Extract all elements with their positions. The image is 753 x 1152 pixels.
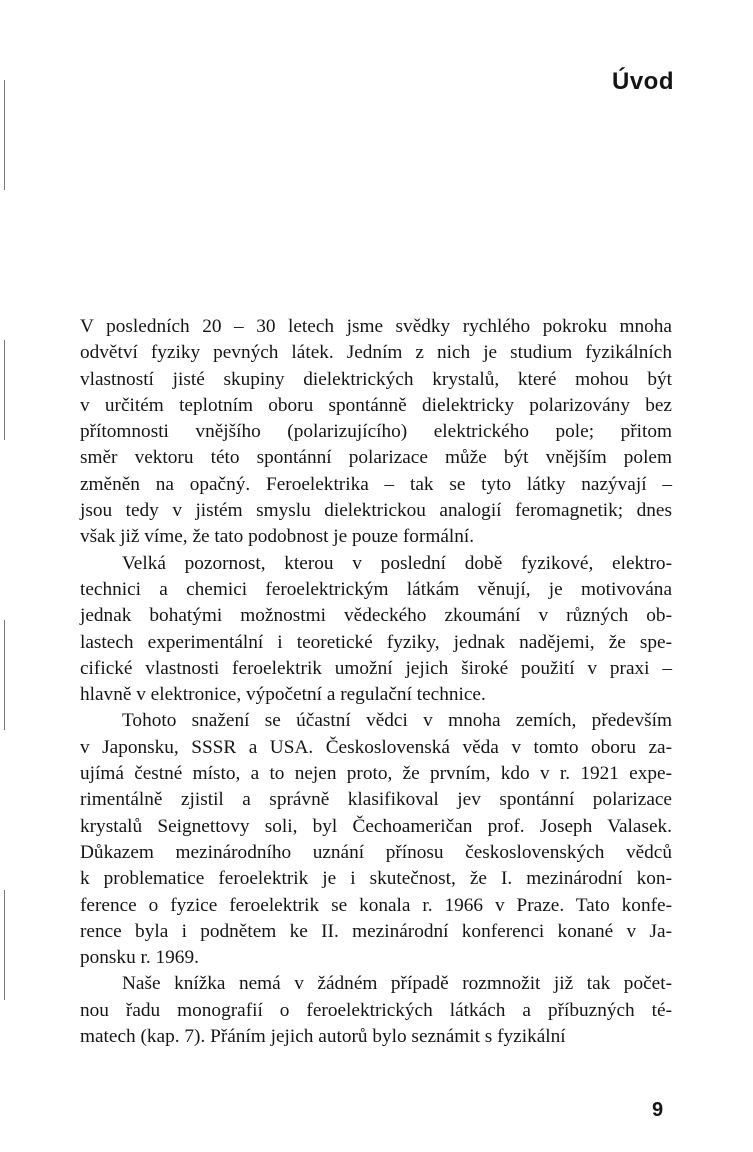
text-line: však již víme, že tato podobnost je pouze formální. xyxy=(80,526,475,548)
text-line: ponsku r. 1969. xyxy=(80,947,199,969)
body-text xyxy=(80,314,672,1050)
text-line: směr vektoru této spontánní polarizace může být vnějším polem xyxy=(80,447,672,469)
scan-edge-mark xyxy=(4,80,5,190)
chapter-title: Úvod xyxy=(612,68,674,95)
text-line: rence byla i podnětem ke II. mezinárodní konferenci konané v Ja- xyxy=(80,920,672,942)
scan-edge-mark xyxy=(4,890,5,1000)
paragraph xyxy=(80,971,672,1050)
text-line: technici a chemici feroelektrickým látkám věnují, je motivována xyxy=(80,578,672,600)
paragraph xyxy=(80,708,672,971)
page-number: 9 xyxy=(652,1099,664,1121)
scan-edge-mark xyxy=(4,620,5,730)
text-line: Naše knížka nemá v žádném případě rozmnožit již tak počet- xyxy=(122,973,672,995)
text-line: cifické vlastnosti feroelektrik umožní jejich široké použití v praxi – xyxy=(80,657,672,679)
text-line: hlavně v elektronice, výpočetní a regulační technice. xyxy=(80,684,486,706)
text-line: ference o fyzice feroelektrik se konala r. 1966 v Praze. Tato konfe- xyxy=(80,894,672,916)
text-line: matech (kap. 7). Přáním jejich autorů bylo seznámit s fyzikální xyxy=(80,1026,566,1048)
paragraph xyxy=(80,551,672,709)
text-line: v určitém teplotním oboru spontánně dielektricky polarizovány bez xyxy=(80,394,672,416)
scan-edge-mark xyxy=(4,340,5,440)
text-line: krystalů Seignettovy soli, byl Čechoameričan prof. Joseph Valasek. xyxy=(80,815,672,837)
text-line: Důkazem mezinárodního uznání přínosu československých vědců xyxy=(80,841,672,863)
text-line: vlastností jisté skupiny dielektrických krystalů, které mohou být xyxy=(80,368,672,390)
text-line: nou řadu monografií o feroelektrických látkách a příbuzných té- xyxy=(80,999,672,1021)
text-line: změněn na opačný. Feroelektrika – tak se tyto látky nazývají – xyxy=(80,473,672,495)
text-line: přítomnosti vnějšího (polarizujícího) elektrického pole; přitom xyxy=(80,421,672,443)
text-line: lastech experimentální i teoretické fyziky, jednak nadějemi, že spe- xyxy=(80,631,672,653)
paragraph xyxy=(80,314,672,551)
text-line: ujímá čestné místo, a to nejen proto, že prvním, kdo v r. 1921 expe- xyxy=(80,763,672,785)
text-line: V posledních 20 – 30 letech jsme svědky rychlého pokroku mnoha xyxy=(80,316,672,337)
text-line: Velká pozornost, kterou v poslední době fyzikové, elektro- xyxy=(122,552,672,574)
text-line: odvětví fyziky pevných látek. Jedním z nich je studium fyzikálních xyxy=(80,342,672,364)
text-line: Tohoto snažení se účastní vědci v mnoha zemích, především xyxy=(122,710,672,732)
text-line: rimentálně zjistil a správně klasifikoval jev spontánní polarizace xyxy=(80,789,672,811)
text-line: v Japonsku, SSSR a USA. Československá věda v tomto oboru za- xyxy=(80,736,672,758)
text-line: k problematice feroelektrik je i skutečnost, že I. mezinárodní kon- xyxy=(80,868,672,890)
text-line: jsou tedy v jistém smyslu dielektrickou analogií feromagnetik; dnes xyxy=(80,500,672,522)
text-line: jednak bohatými možnostmi vědeckého zkoumání v různých ob- xyxy=(80,605,672,627)
